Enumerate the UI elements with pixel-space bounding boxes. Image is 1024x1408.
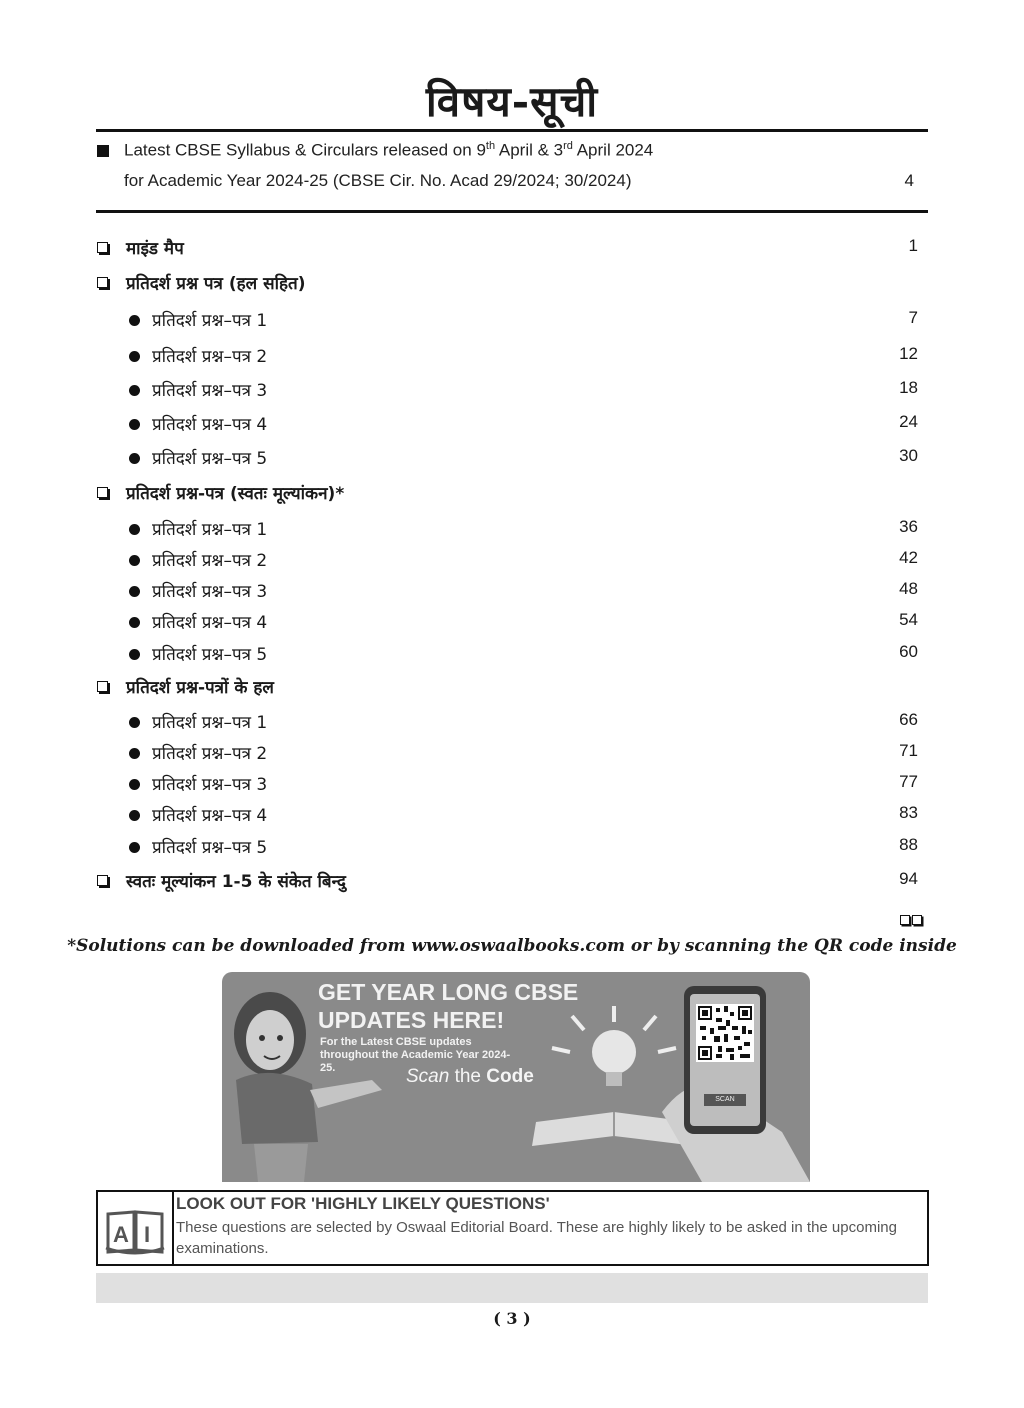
toc-section[interactable] [96, 271, 918, 299]
bullet-dot-icon [129, 842, 140, 853]
toc-page-number: 1 [908, 236, 918, 255]
toc-item[interactable] [96, 835, 918, 863]
bullet-dot-icon [129, 555, 140, 566]
ai-letter-a: A [113, 1222, 129, 1247]
toc-section[interactable] [96, 481, 918, 509]
toc-page-number: 12 [899, 344, 918, 363]
page-title: विषय-सूची [425, 77, 599, 126]
top-rule [96, 129, 928, 132]
toc-label: प्रतिदर्श प्रश्न–पत्र 1 [152, 520, 268, 540]
toc-item[interactable] [96, 517, 918, 545]
toc-page-number: 36 [899, 517, 918, 536]
toc-page-number: 77 [899, 772, 918, 791]
bullet-dot-icon [129, 810, 140, 821]
toc-label: प्रतिदर्श प्रश्न–पत्र 5 [152, 645, 268, 665]
bullet-dot-icon [129, 419, 140, 430]
toc-page-number: 42 [899, 548, 918, 567]
ai-book-icon [98, 1192, 174, 1264]
toc-label: प्रतिदर्श प्रश्न–पत्र 2 [152, 744, 268, 764]
toc-label: प्रतिदर्श प्रश्न–पत्र 2 [152, 347, 268, 367]
scan-word: Scan [406, 1066, 450, 1087]
cbse-sup-rd: rd [563, 140, 573, 152]
toc-label: प्रतिदर्श प्रश्न–पत्र 3 [152, 381, 268, 401]
toc-page-number: 71 [899, 741, 918, 760]
toc-page-number: 30 [899, 446, 918, 465]
toc-page-number: 18 [899, 378, 918, 397]
toc-label: प्रतिदर्श प्रश्न-पत्र (स्वतः मूल्यांकन)* [126, 484, 345, 504]
checkbox-square-icon [97, 681, 108, 692]
bullet-dot-icon [129, 617, 140, 628]
toc-item[interactable] [96, 412, 918, 440]
toc-item[interactable] [96, 610, 918, 638]
hlq-description: These questions are selected by Oswaal Editorial Board. These are highly likely to be asked in the upcoming examinations. [176, 1219, 897, 1257]
toc-item[interactable] [96, 378, 918, 406]
bullet-dot-icon [129, 385, 140, 396]
qr-code-icon[interactable] [696, 1004, 754, 1062]
bullet-dot-icon [129, 649, 140, 660]
cbse-text-a: Latest CBSE Syllabus & Circulars released on 9 [124, 140, 486, 160]
toc-label: प्रतिदर्श प्रश्न पत्र (हल सहित) [126, 274, 306, 294]
toc-label: स्वतः मूल्यांकन 1-5 के संकेत बिन्दु [126, 872, 346, 892]
page-number: ( 3 ) [493, 1309, 531, 1328]
the-word: the [449, 1066, 487, 1087]
mid-rule [96, 210, 928, 213]
toc-item[interactable] [96, 772, 918, 800]
end-of-section-icon [900, 910, 928, 922]
toc-label: प्रतिदर्श प्रश्न–पत्र 4 [152, 415, 268, 435]
scan-button[interactable]: SCAN [704, 1094, 746, 1106]
toc-page-number: 54 [899, 610, 918, 629]
toc-item[interactable] [96, 308, 918, 336]
cbse-text-c: April 2024 [572, 140, 654, 160]
cbse-syllabus-line-1 [124, 140, 653, 161]
square-bullet-icon [97, 145, 109, 157]
toc-label: माइंड मैप [126, 239, 184, 259]
toc-item[interactable] [96, 642, 918, 670]
ai-letter-i: I [144, 1222, 151, 1247]
banner-subtext: For the Latest CBSE updates throughout the Academic Year 2024-25. [320, 1036, 511, 1074]
toc-label: प्रतिदर्श प्रश्न–पत्र 3 [152, 775, 268, 795]
code-word: Code [486, 1066, 534, 1087]
toc-page-number: 88 [899, 835, 918, 854]
toc-page-number: 24 [899, 412, 918, 431]
cbse-syllabus-line-2: for Academic Year 2024-25 (CBSE Cir. No. Acad 29/2024; 30/2024) [124, 171, 632, 190]
toc-label: प्रतिदर्श प्रश्न–पत्र 1 [152, 713, 268, 733]
toc-page-number: 60 [899, 642, 918, 661]
hlq-title: LOOK OUT FOR 'HIGHLY LIKELY QUESTIONS' [176, 1194, 550, 1213]
footer-bar [96, 1273, 928, 1303]
toc-page-number: 7 [908, 308, 918, 327]
bullet-dot-icon [129, 351, 140, 362]
toc-section[interactable] [96, 236, 918, 264]
phone-illustration [684, 986, 766, 1134]
toc-label: प्रतिदर्श प्रश्न–पत्र 3 [152, 582, 268, 602]
bullet-dot-icon [129, 779, 140, 790]
solutions-footnote: *Solutions can be downloaded from www.oswaalbooks.com or by scanning the QR code inside [67, 936, 957, 956]
toc-label: प्रतिदर्श प्रश्न–पत्र 4 [152, 613, 268, 633]
toc-section[interactable] [96, 675, 918, 703]
toc-item[interactable] [96, 446, 918, 474]
highly-likely-questions-box [96, 1190, 929, 1266]
banner-headline [318, 978, 578, 1034]
cbse-sup-th: th [485, 140, 496, 152]
cbse-text-b: April & 3 [495, 140, 564, 160]
toc-page-number: 48 [899, 579, 918, 598]
checkbox-square-icon [97, 487, 108, 498]
toc-item[interactable] [96, 344, 918, 372]
bullet-dot-icon [129, 717, 140, 728]
toc-page-number: 83 [899, 803, 918, 822]
bullet-dot-icon [129, 524, 140, 535]
cbse-updates-banner[interactable] [222, 972, 810, 1182]
toc-page-number: 66 [899, 710, 918, 729]
cbse-page-number: 4 [904, 171, 914, 190]
checkbox-square-icon [97, 875, 108, 886]
toc-item[interactable] [96, 548, 918, 576]
bullet-dot-icon [129, 748, 140, 759]
toc-page-number: 94 [899, 869, 918, 888]
toc-item[interactable] [96, 710, 918, 738]
toc-label: प्रतिदर्श प्रश्न–पत्र 1 [152, 311, 268, 331]
toc-item[interactable] [96, 741, 918, 769]
toc-label: प्रतिदर्श प्रश्न–पत्र 4 [152, 806, 268, 826]
scan-the-code-label [406, 1066, 534, 1088]
checkbox-square-icon [97, 277, 108, 288]
toc-label: प्रतिदर्श प्रश्न-पत्रों के हल [126, 678, 274, 698]
toc-item[interactable] [96, 579, 918, 607]
bullet-dot-icon [129, 453, 140, 464]
bullet-dot-icon [129, 315, 140, 326]
toc-label: प्रतिदर्श प्रश्न–पत्र 2 [152, 551, 268, 571]
bullet-dot-icon [129, 586, 140, 597]
banner-headline-2: UPDATES HERE! [318, 1007, 505, 1033]
toc-item[interactable] [96, 803, 918, 831]
toc-label: प्रतिदर्श प्रश्न–पत्र 5 [152, 838, 268, 858]
toc-label: प्रतिदर्श प्रश्न–पत्र 5 [152, 449, 268, 469]
phone-screen [690, 994, 760, 1126]
checkbox-square-icon [97, 242, 108, 253]
toc-section[interactable] [96, 869, 918, 897]
banner-headline-1: GET YEAR LONG CBSE [318, 979, 579, 1005]
